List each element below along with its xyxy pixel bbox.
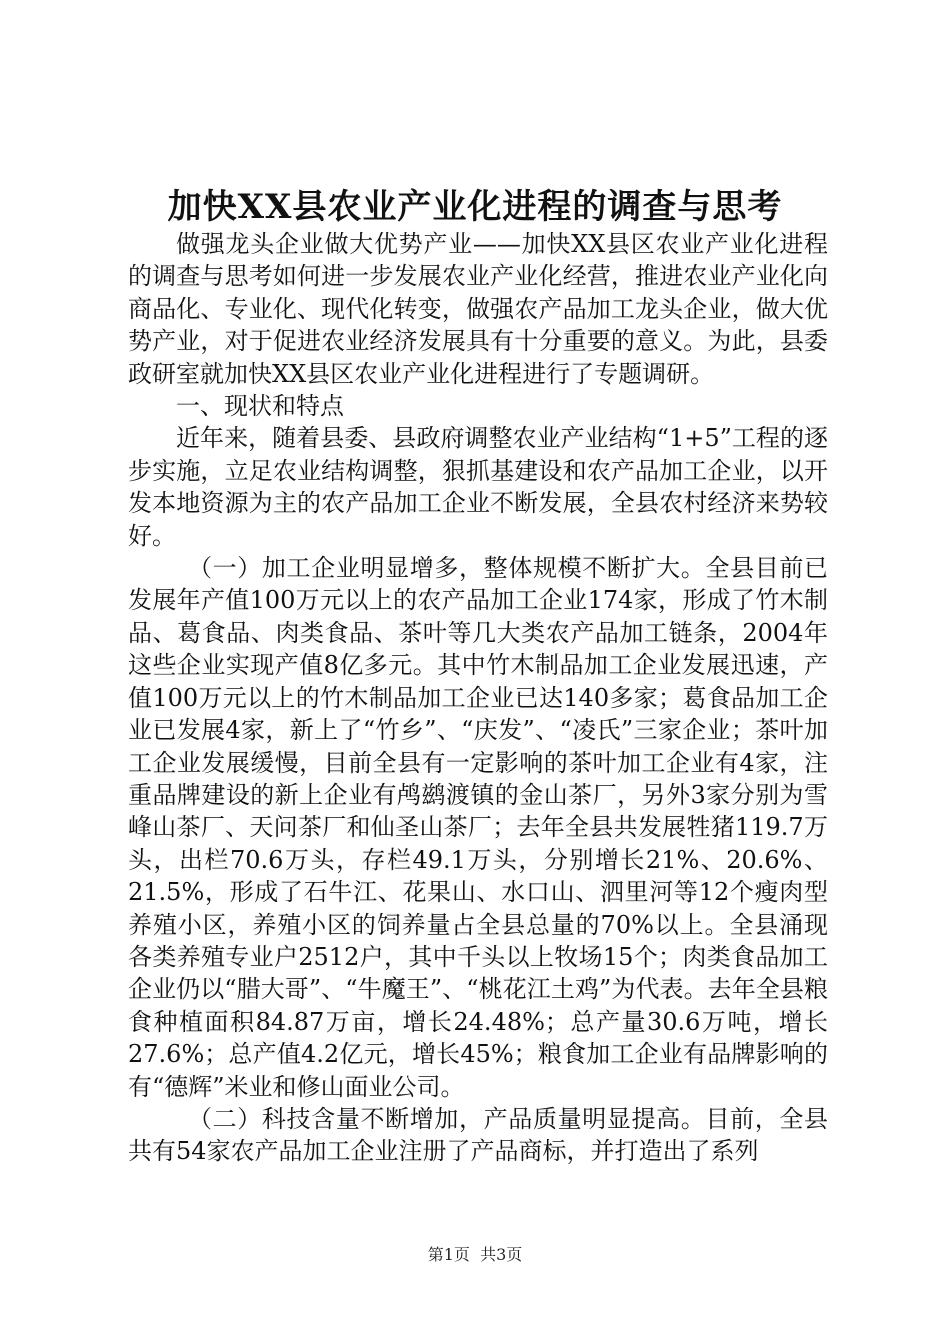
page-total: 共3页 xyxy=(480,1245,523,1264)
paragraph-overview: 近年来，随着县委、县政府调整农业产业结构“1+5”工程的逐步实施，立足农业结构调整，狠抓基建设和农产品加工企业，以开发本地资源为主的农产品加工企业不断发展，全县农村经济来势较好。 xyxy=(128,424,828,550)
document-title: 加快XX县农业产业化进程的调查与思考 xyxy=(167,187,783,227)
paragraph-subsection-2: （二）科技含量不断增加，产品质量明显提高。目前，全县共有54家农产品加工企业注册了产品商标，并打造出了系列 xyxy=(128,1104,828,1166)
paragraph-intro: 做强龙头企业做大优势产业——加快XX县区农业产业化进程的调查与思考如何进一步发展农业产业化经营，推进农业产业化向商品化、专业化、现代化转变，做强农产品加工龙头企业，做大优势产业，对于促进农业经济发展具有十分重要的意义。为此，县委政研室就加快XX县区农业产业化进程进行了专题调研。 xyxy=(128,230,828,388)
page-footer xyxy=(0,1244,950,1266)
section-heading-status: 一、现状和特点 xyxy=(176,392,344,421)
paragraph-subsection-1: （一）加工企业明显增多，整体规模不断扩大。全县目前已发展年产值100万元以上的农产品加工企业174家，形成了竹木制品、葛食品、肉类食品、茶叶等几大类农产品加工链条，2004年这些企业实现产值8亿多元。其中竹木制品加工企业发展迅速，产值100万元以上的竹木制品加工企业已达140多家；葛食品加工企业已发展4家，新上了“竹乡”、“庆发”、“凌氏”三家企业；茶叶加工企业发展缓慢，目前全县有一定影响的茶叶加工企业有4家，注重品牌建设的新上企业有鸬鹚渡镇的金山茶厂，另外3家分别为雪峰山茶厂、天问茶厂和仙圣山茶厂；去年全县共发展牲猪119.7万头，出栏70.6万头，存栏49.1万头，分别增长21%、20.6%、21.5%，形成了石牛江、花果山、水口山、泗里河等12个瘦肉型养殖小区，养殖小区的饲养量占全县总量的70%以上。全县涌现各类养殖专业户2512户，其中千头以上牧场15个；肉类食品加工企业仍以“腊大哥”、“牛魔王”、“桃花江土鸡”为代表。去年全县粮食种植面积84.87万亩，增长24.48%；总产量30.6万吨，增长27.6%；总产值4.2亿元，增长45%；粮食加工企业有品牌影响的有“德辉”米业和修山面业公司。 xyxy=(128,554,828,1101)
page-number: 第1页 xyxy=(427,1245,470,1264)
document-body xyxy=(128,228,828,1168)
